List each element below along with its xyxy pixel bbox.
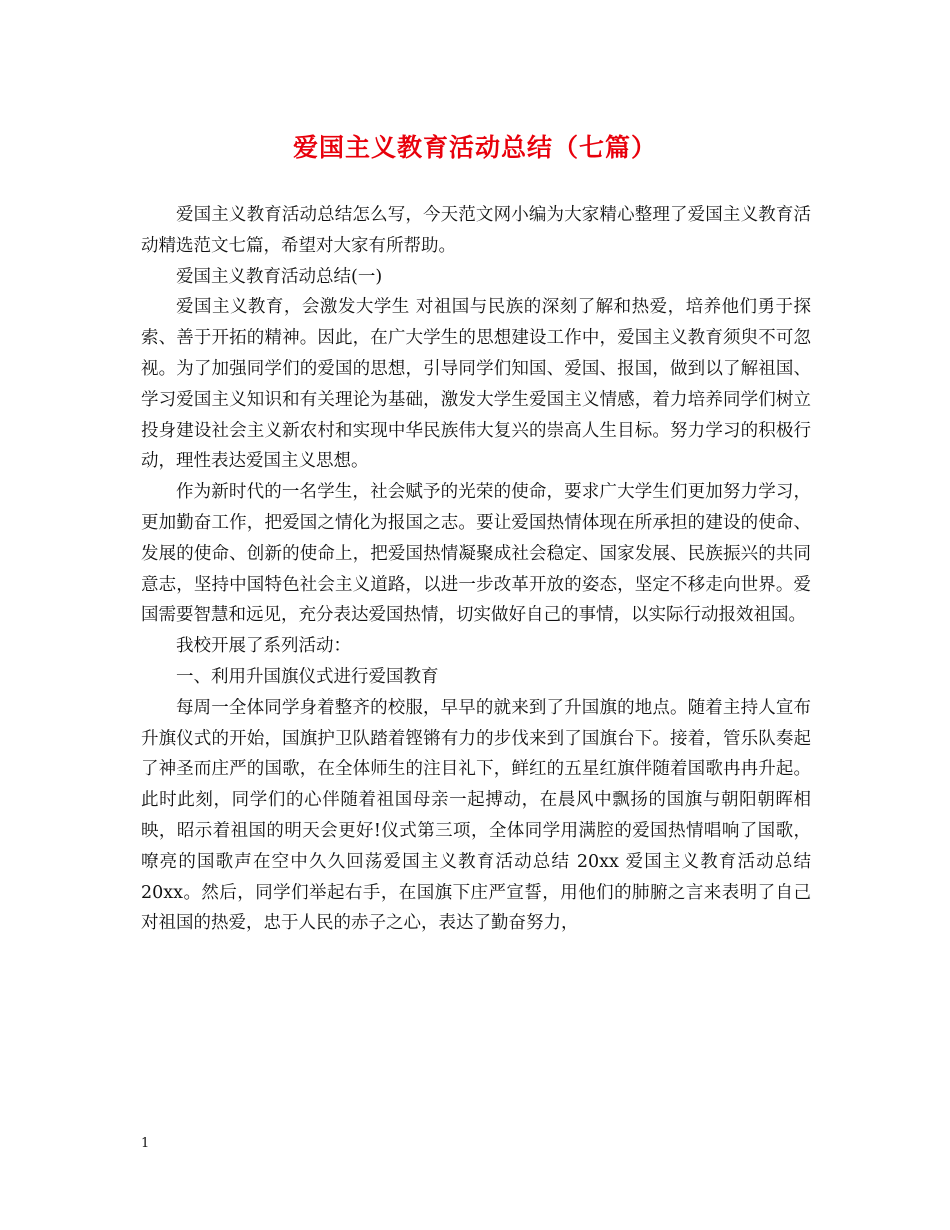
paragraph-intro: 爱国主义教育活动总结怎么写，今天范文网小编为大家精心整理了爱国主义教育活动精选范文七篇，希望对大家有所帮助。 (141, 205, 811, 256)
paragraph: 每周一全体同学身着整齐的校服，早早的就来到了升国旗的地点。随着主持人宣布升旗仪式的开始，国旗护卫队踏着铿锵有力的步伐来到了国旗台下。接着，管乐队奏起了神圣而庄严的国歌，在全体师生的注目礼下，鲜红的五星红旗伴随着国歌冉冉升起。此时此刻，同学们的心伴随着祖国母亲一起搏动，在晨风中飘扬的国旗与朝阳朝晖相映，昭示着祖国的明天会更好!仪式第三项，全体同学用满腔的爱国热情唱响了国歌，嘹亮的国歌声在空中久久回荡爱国主义教育活动总结 20xx 爱国主义教育活动总结 20xx。然后，同学们举起右手，在国旗下庄严宣誓，用他们的肺腑之言来表明了自己对祖国的热爱，忠于人民的赤子之心，表达了勤奋努力， (141, 697, 811, 934)
paragraph: 我校开展了系列活动： (176, 636, 351, 657)
section-heading-1: 爱国主义教育活动总结(一) (176, 266, 383, 287)
paragraph: 爱国主义教育，会激发大学生 对祖国与民族的深刻了解和热爱，培养他们勇于探索、善于开拓的精神。因此，在广大学生的思想建设工作中，爱国主义教育须臾不可忽视。为了加强同学们的爱国的思想，引导同学们知国、爱国、报国，做到以了解祖国、学习爱国主义知识和有关理论为基础，激发大学生爱国主义情感，着力培养同学们树立投身建设社会主义新农村和实现中华民族伟大复兴的崇高人生目标。努力学习的积极行动，理性表达爱国主义思想。 (141, 297, 811, 472)
page-number: 1 (141, 1136, 150, 1151)
subheading: 一、利用升国旗仪式进行爱国教育 (176, 666, 439, 687)
document-title: 爱国主义教育活动总结（七篇） (292, 133, 657, 162)
paragraph: 作为新时代的一名学生，社会赋予的光荣的使命，要求广大学生们更加努力学习，更加勤奋工作，把爱国之情化为报国之志。要让爱国热情体现在所承担的建设的使命、发展的使命、创新的使命上，把爱国热情凝聚成社会稳定、国家发展、民族振兴的共同意志，坚持中国特色社会主义道路，以进一步改革开放的姿态，坚定不移走向世界。爱国需要智慧和远见，充分表达爱国热情，切实做好自己的事情，以实际行动报效祖国。 (141, 482, 811, 626)
document-body (141, 200, 811, 939)
